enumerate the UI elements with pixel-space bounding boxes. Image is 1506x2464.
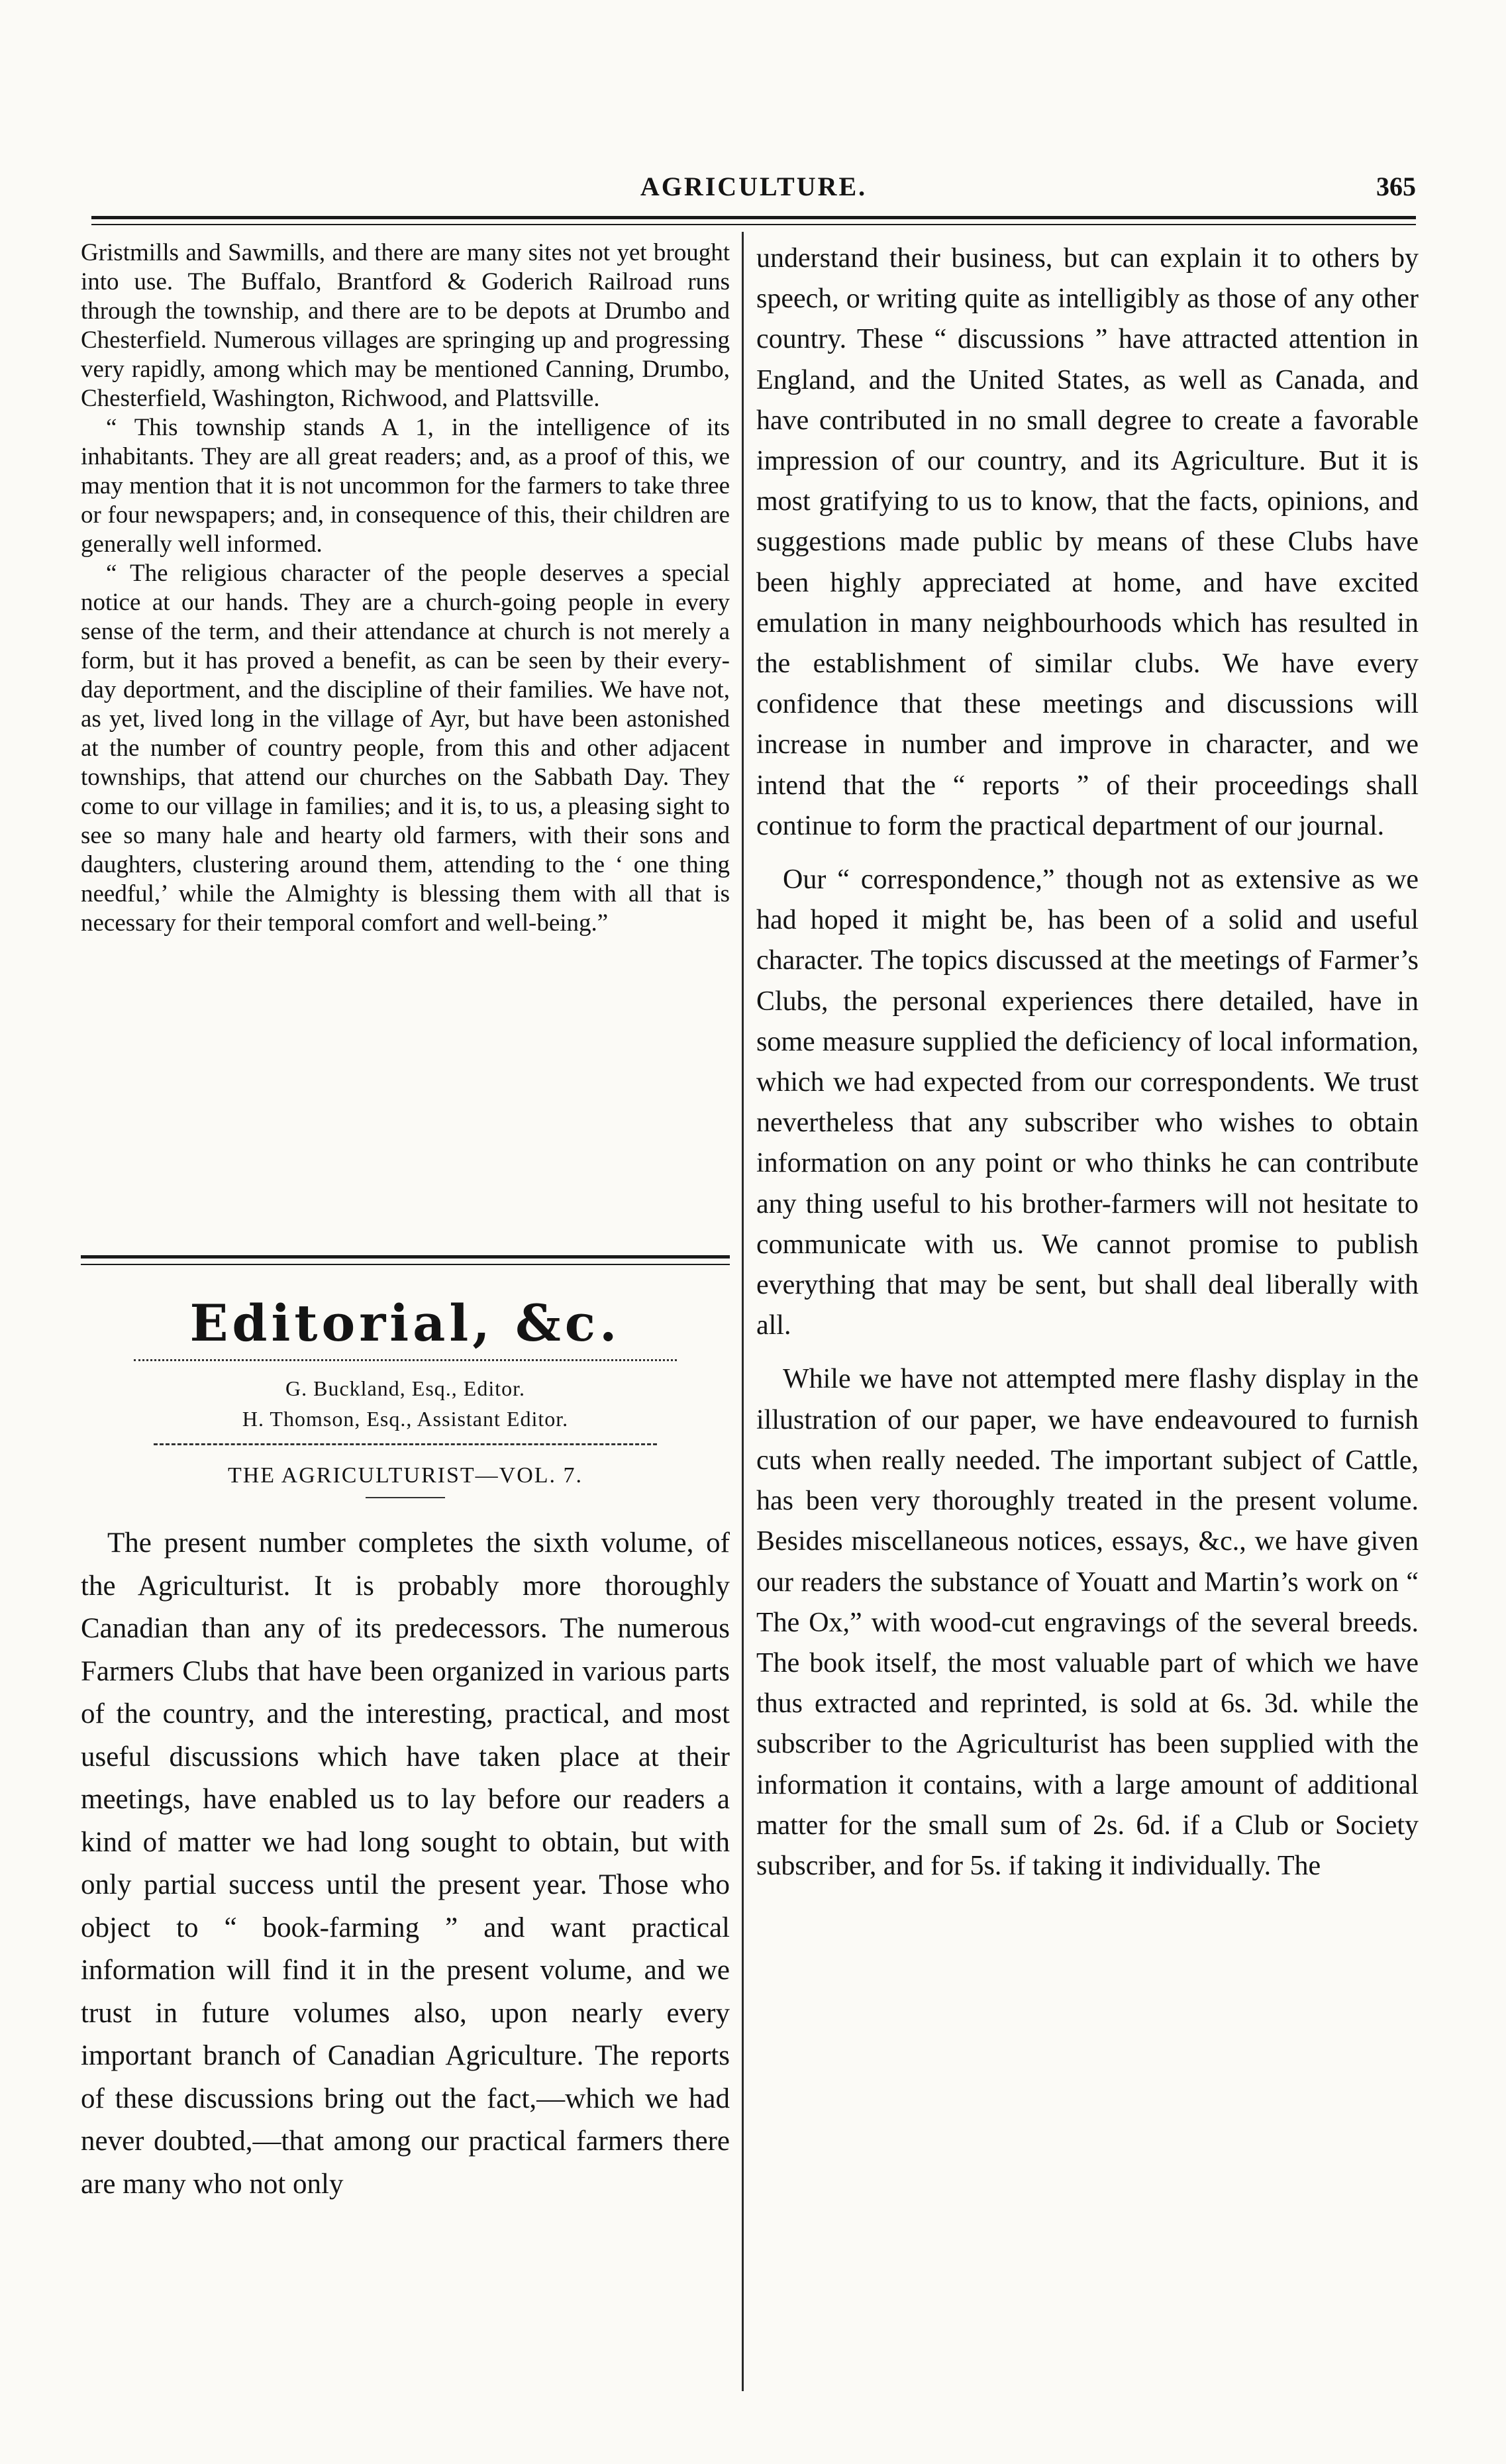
article-title-rule [366, 1497, 445, 1498]
editorial-rule-thin [81, 1264, 730, 1265]
editorial-rule-thick [81, 1255, 730, 1258]
article-title: THE AGRICULTURIST—VOL. 7. [227, 1463, 583, 1488]
paragraph-religion: “ The religious character of the people deserves a special notice at our hands. They are a church-going people in every sense of the term, and their attendance at church is not merely a form, but it has proved a benefit, as can be seen by their every-day deportment, and the discipline of their families. We have not, as yet, lived long in the village of Ayr, but have been astonished at the number of country people, from this and other adjacent townships, that attend our churches on the Sabbath Day. They come to our village in families; and it is, to us, a pleasing sight to see so many hale and hearty old farmers, with their sons and daughters, clustering around them, attending to the ‘ one thing needful,’ while the Almighty is blessing them with all that is necessary for their temporal comfort and well-being.” [81, 560, 730, 937]
paragraph-mills: Gristmills and Sawmills, and there are many sites not yet brought into use. The Buffalo, Brantford & Goderich Railroad runs through the township, and there are to be depots at Drumbo and Chesterfield. Numerous villages are springing up and progressing very rapidly, among which may be mentioned Canning, Drumbo, Chesterfield, Washington, Richwood, and Plattsville. [81, 239, 730, 412]
editorial-section [81, 1255, 730, 2206]
paragraph-discussions: understand their business, but can explain it to others by speech, or writing quite as intelligibly as those of any other country. These “ discussions ” have attracted attention in England, and the United States, as well as Canada, and have contributed in no small degree to create a favorable impression of our country, and its Agriculture. But it is most gratifying to us to know, that the facts, opinions, and suggestions made public by means of these Clubs have been highly appreciated at home, and have excited emulation in many neighbourhoods which has resulted in the establishment of similar clubs. We have every confidence that these meetings and discussions will increase in number and improve in character, and we intend that the “ reports ” of their proceedings shall continue to form the practical department of our journal. [756, 243, 1419, 841]
left-column-continued-text [81, 238, 730, 938]
column-divider [742, 232, 744, 2391]
header-rule-thin [91, 224, 1416, 225]
editorial-dashed-rule [154, 1443, 657, 1445]
running-head [91, 171, 1416, 211]
editorial-ornament-rule [134, 1359, 677, 1368]
editorial-heading: Editorial, &c. [189, 1294, 621, 1353]
article-body [81, 1522, 730, 2206]
editor-credit: G. Buckland, Esq., Editor. [285, 1376, 525, 1400]
paragraph-intelligence: “ This township stands A 1, in the intelligence of its inhabitants. They are all great readers; and, as a proof of this, we may mention that it is not uncommon for the farmers to take three or four newspapers; and, in consequence of this, their children are generally well informed. [81, 414, 730, 558]
paragraph-correspondence: Our “ correspondence,” though not as extensive as we had hoped it might be, has been of a solid and useful character. The topics discussed at the meetings of Farmer’s Clubs, the personal experiences there detailed, have in some measure supplied the deficiency of local information, which we had expected from our correspondents. We trust nevertheless that any subscriber who wishes to obtain information on any point or who thinks he can contribute any thing useful to his brother-farmers will not hesitate to communicate with us. We cannot promise to publish everything that may be sent, but shall deal liberally with all. [756, 864, 1419, 1341]
article-paragraph: The present number completes the sixth volume, of the Agriculturist. It is probably more thoroughly Canadian than any of its predecessors. The numerous Farmers Clubs that have been organized in various parts of the country, and the interesting, practical, and most useful discussions which have taken place at their meetings, have enabled us to lay before our readers a kind of matter we had long sought to obtain, but with only partial success until the present year. Those who object to “ book-farming ” and want practical information will find it in the present volume, and we trust in future volumes also, upon nearly every important branch of Canadian Agriculture. The reports of these discussions bring out the fact,—which we had never doubted,—that among our practical farmers there are many who not only [81, 1527, 730, 2200]
right-column-text [756, 238, 1419, 1886]
running-title: AGRICULTURE. [640, 172, 868, 201]
header-rule-thick [91, 216, 1416, 219]
paragraph-illustrations: While we have not attempted mere flashy display in the illustration of our paper, we have endeavoured to furnish cuts when really needed. The important subject of Cattle, has been very thoroughly treated in the present volume. Besides miscellaneous notices, essays, &c., we have given our readers the substance of Youatt and Martin’s work on “ The Ox,” with wood-cut engravings of the several breeds. The book itself, the most valuable part of which we have thus extracted and reprinted, is sold at 6s. 3d. while the subscriber to the Agriculturist has been supplied with the information it contains, with a large amount of additional matter for the small sum of 2s. 6d. if a Club or Society subscriber, and for 5s. if taking it individually. The [756, 1364, 1419, 1881]
assistant-editor-credit: H. Thomson, Esq., Assistant Editor. [242, 1407, 569, 1431]
page-number: 365 [1376, 172, 1416, 201]
